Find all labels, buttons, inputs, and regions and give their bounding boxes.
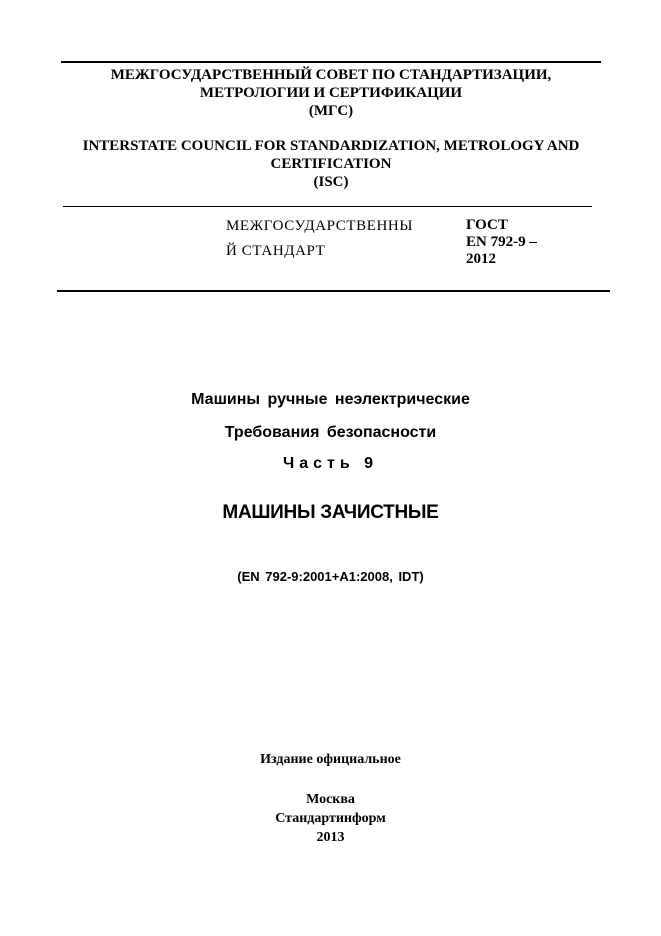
imprint-publisher: Стандартинформ	[275, 811, 386, 826]
standard-type-line-2: Й СТАНДАРТ	[226, 243, 326, 259]
council-ru-abbr: (МГС)	[308, 103, 354, 119]
standard-code	[466, 217, 576, 268]
imprint	[0, 790, 661, 847]
reference-standard: (EN 792-9:2001+A1:2008, IDT)	[237, 569, 424, 584]
standard-code-line-1: ГОСТ	[466, 217, 508, 233]
standard-type-label	[226, 214, 436, 264]
edition-note: Издание официальное	[260, 752, 401, 767]
council-en-abbr: (ISC)	[313, 174, 349, 190]
title-line-1: Машины ручные неэлектрические	[191, 391, 470, 408]
council-en-line-1: INTERSTATE COUNCIL FOR STANDARDIZATION, METROLOGY AND	[82, 138, 580, 154]
title-part: Часть 9	[282, 455, 379, 472]
middle-divider	[63, 206, 592, 207]
document-main-title: МАШИНЫ ЗАЧИСТНЫЕ	[222, 502, 439, 523]
top-divider	[61, 61, 601, 63]
council-ru-line-1: МЕЖГОСУДАРСТВЕННЫЙ СОВЕТ ПО СТАНДАРТИЗАЦИИ,	[110, 67, 552, 83]
imprint-year: 2013	[316, 830, 345, 845]
title-line-2: Требования безопасности	[224, 424, 437, 441]
standard-code-line-3: 2012	[466, 251, 496, 267]
council-name-ru	[61, 66, 601, 120]
council-en-line-2: CERTIFICATION	[270, 156, 392, 172]
imprint-city: Москва	[306, 792, 355, 807]
council-name-en	[61, 137, 601, 191]
standard-type-line-1: МЕЖГОСУДАРСТВЕННЫ	[226, 218, 414, 234]
council-ru-line-2: МЕТРОЛОГИИ И СЕРТИФИКАЦИИ	[199, 85, 463, 101]
standard-code-line-2: EN 792-9 –	[466, 234, 537, 250]
bottom-divider	[57, 290, 610, 292]
